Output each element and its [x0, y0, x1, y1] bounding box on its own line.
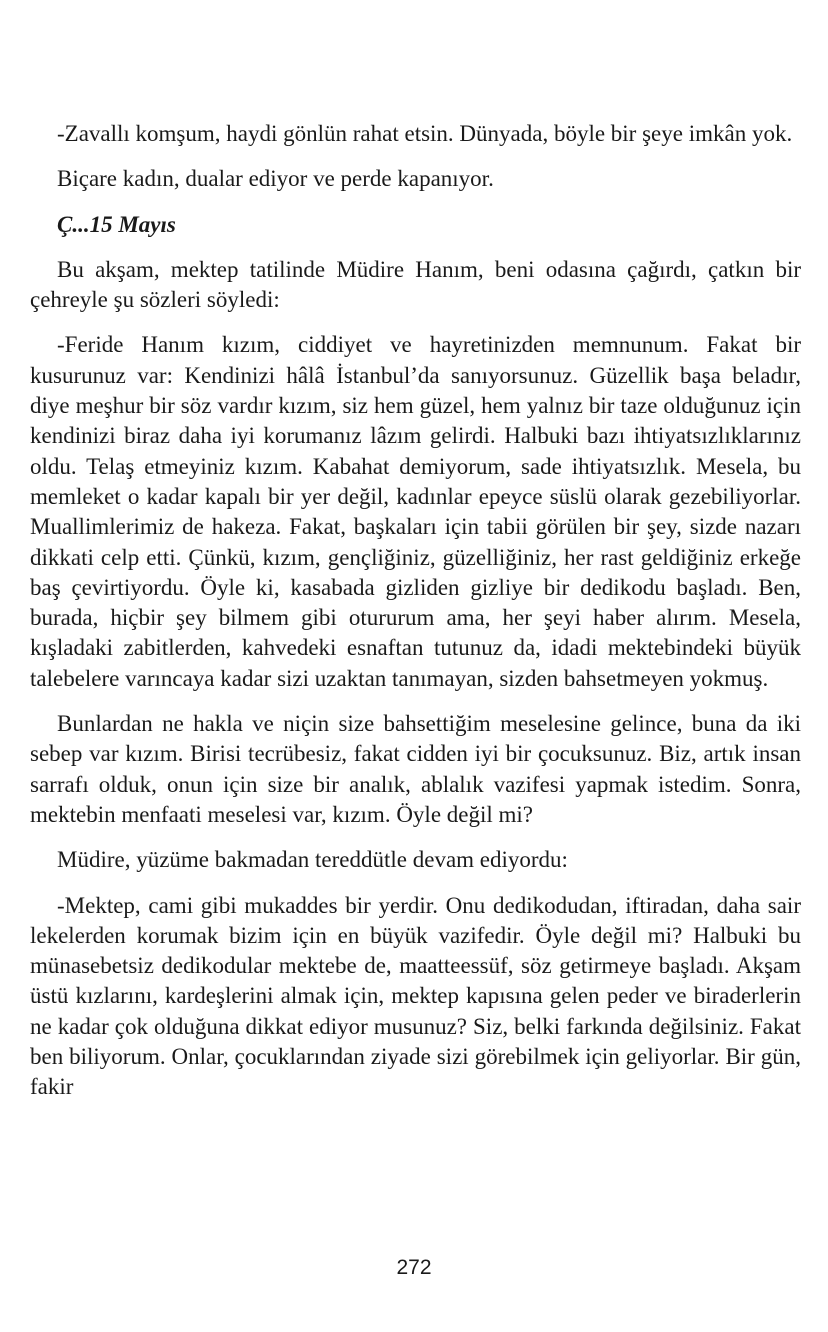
paragraph-5: Bunlardan ne hakla ve niçin size bahsettiğim meselesine gelince, buna da iki sebep var kızım. Birisi tecrübesiz, fakat cidden iyi bir çocuksunuz. Biz, artık insan sarrafı olduk, onun için size bir analık, ablalık vazifesi yapmak istedim. Sonra, mektebin menfaati meselesi var, kızım. Öyle değil mi?: [30, 711, 801, 827]
section-heading: Ç...15 Mayıs: [57, 211, 176, 237]
paragraph-7: -Mektep, cami gibi mukaddes bir yerdir. Onu dedikodudan, iftiradan, daha sair lekelerden korumak bizim için en büyük vazifedir. Öyle değil mi? Halbuki bu münasebetsiz dedikodular mektebe de, maatteessüf, söz getirmeye başladı. Akşam üstü kızlarını, kardeşlerini almak için, mektep kapısına gelen peder ve biraderlerin ne kadar çok olduğuna dikkat ediyor musunuz? Siz, belki farkında değilsiniz. Fakat ben biliyorum. Onlar, çocuklarından ziyade sizi görebilmek için geliyorlar. Bir gün, fakir: [30, 892, 801, 1100]
page-body: [30, 119, 801, 1103]
paragraph-4: -Feride Hanım kızım, ciddiyet ve hayretinizden memnunum. Fakat bir kusurunuz var: Kendinizi hâlâ İstanbul’da sanıyorsunuz. Güzellik başa beladır, diye meşhur bir söz vardır kızım, siz hem güzel, hem yalnız bir taze olduğunuz için kendinizi biraz daha iyi korumanız lâzım gelirdi. Halbuki bazı ihtiyatsızlıklarınız oldu. Telaş etmeyiniz kızım. Kabahat demiyorum, sade ihtiyatsızlık. Mesela, bu memleket o kadar kapalı bir yer değil, kadınlar epeyce süslü olarak gezebiliyorlar. Muallimlerimiz de hakeza. Fakat, başkaları için tabii görülen bir şey, sizde nazarı dikkati celp etti. Çünkü, kızım, gençliğiniz, güzelliğiniz, her rast geldiğiniz erkeğe baş çevirtiyordu. Öyle ki, kasabada gizliden gizliye bir dedikodu başladı. Ben, burada, hiçbir şey bilmem gibi otururum ama, her şeyi haber alırım. Mesela, kışladaki zabitlerden, kahvedeki esnaftan tutunuz da, idadi mektebindeki büyük talebelere varıncaya kadar sizi uzaktan tanımayan, sizden bahsetmeyen yokmuş.: [30, 332, 801, 691]
paragraph-6: Müdire, yüzüme bakmadan tereddütle devam ediyordu:: [57, 847, 568, 873]
paragraph-1: -Zavallı komşum, haydi gönlün rahat etsin. Dünyada, böyle bir şeye imkân yok.: [57, 121, 793, 146]
paragraph-2: Biçare kadın, dualar ediyor ve perde kapanıyor.: [57, 166, 494, 192]
page-number: 272: [396, 1256, 432, 1279]
paragraph-3: Bu akşam, mektep tatilinde Müdire Hanım, beni odasına çağırdı, çatkın bir çehreyle şu sözleri söyledi:: [30, 256, 801, 313]
